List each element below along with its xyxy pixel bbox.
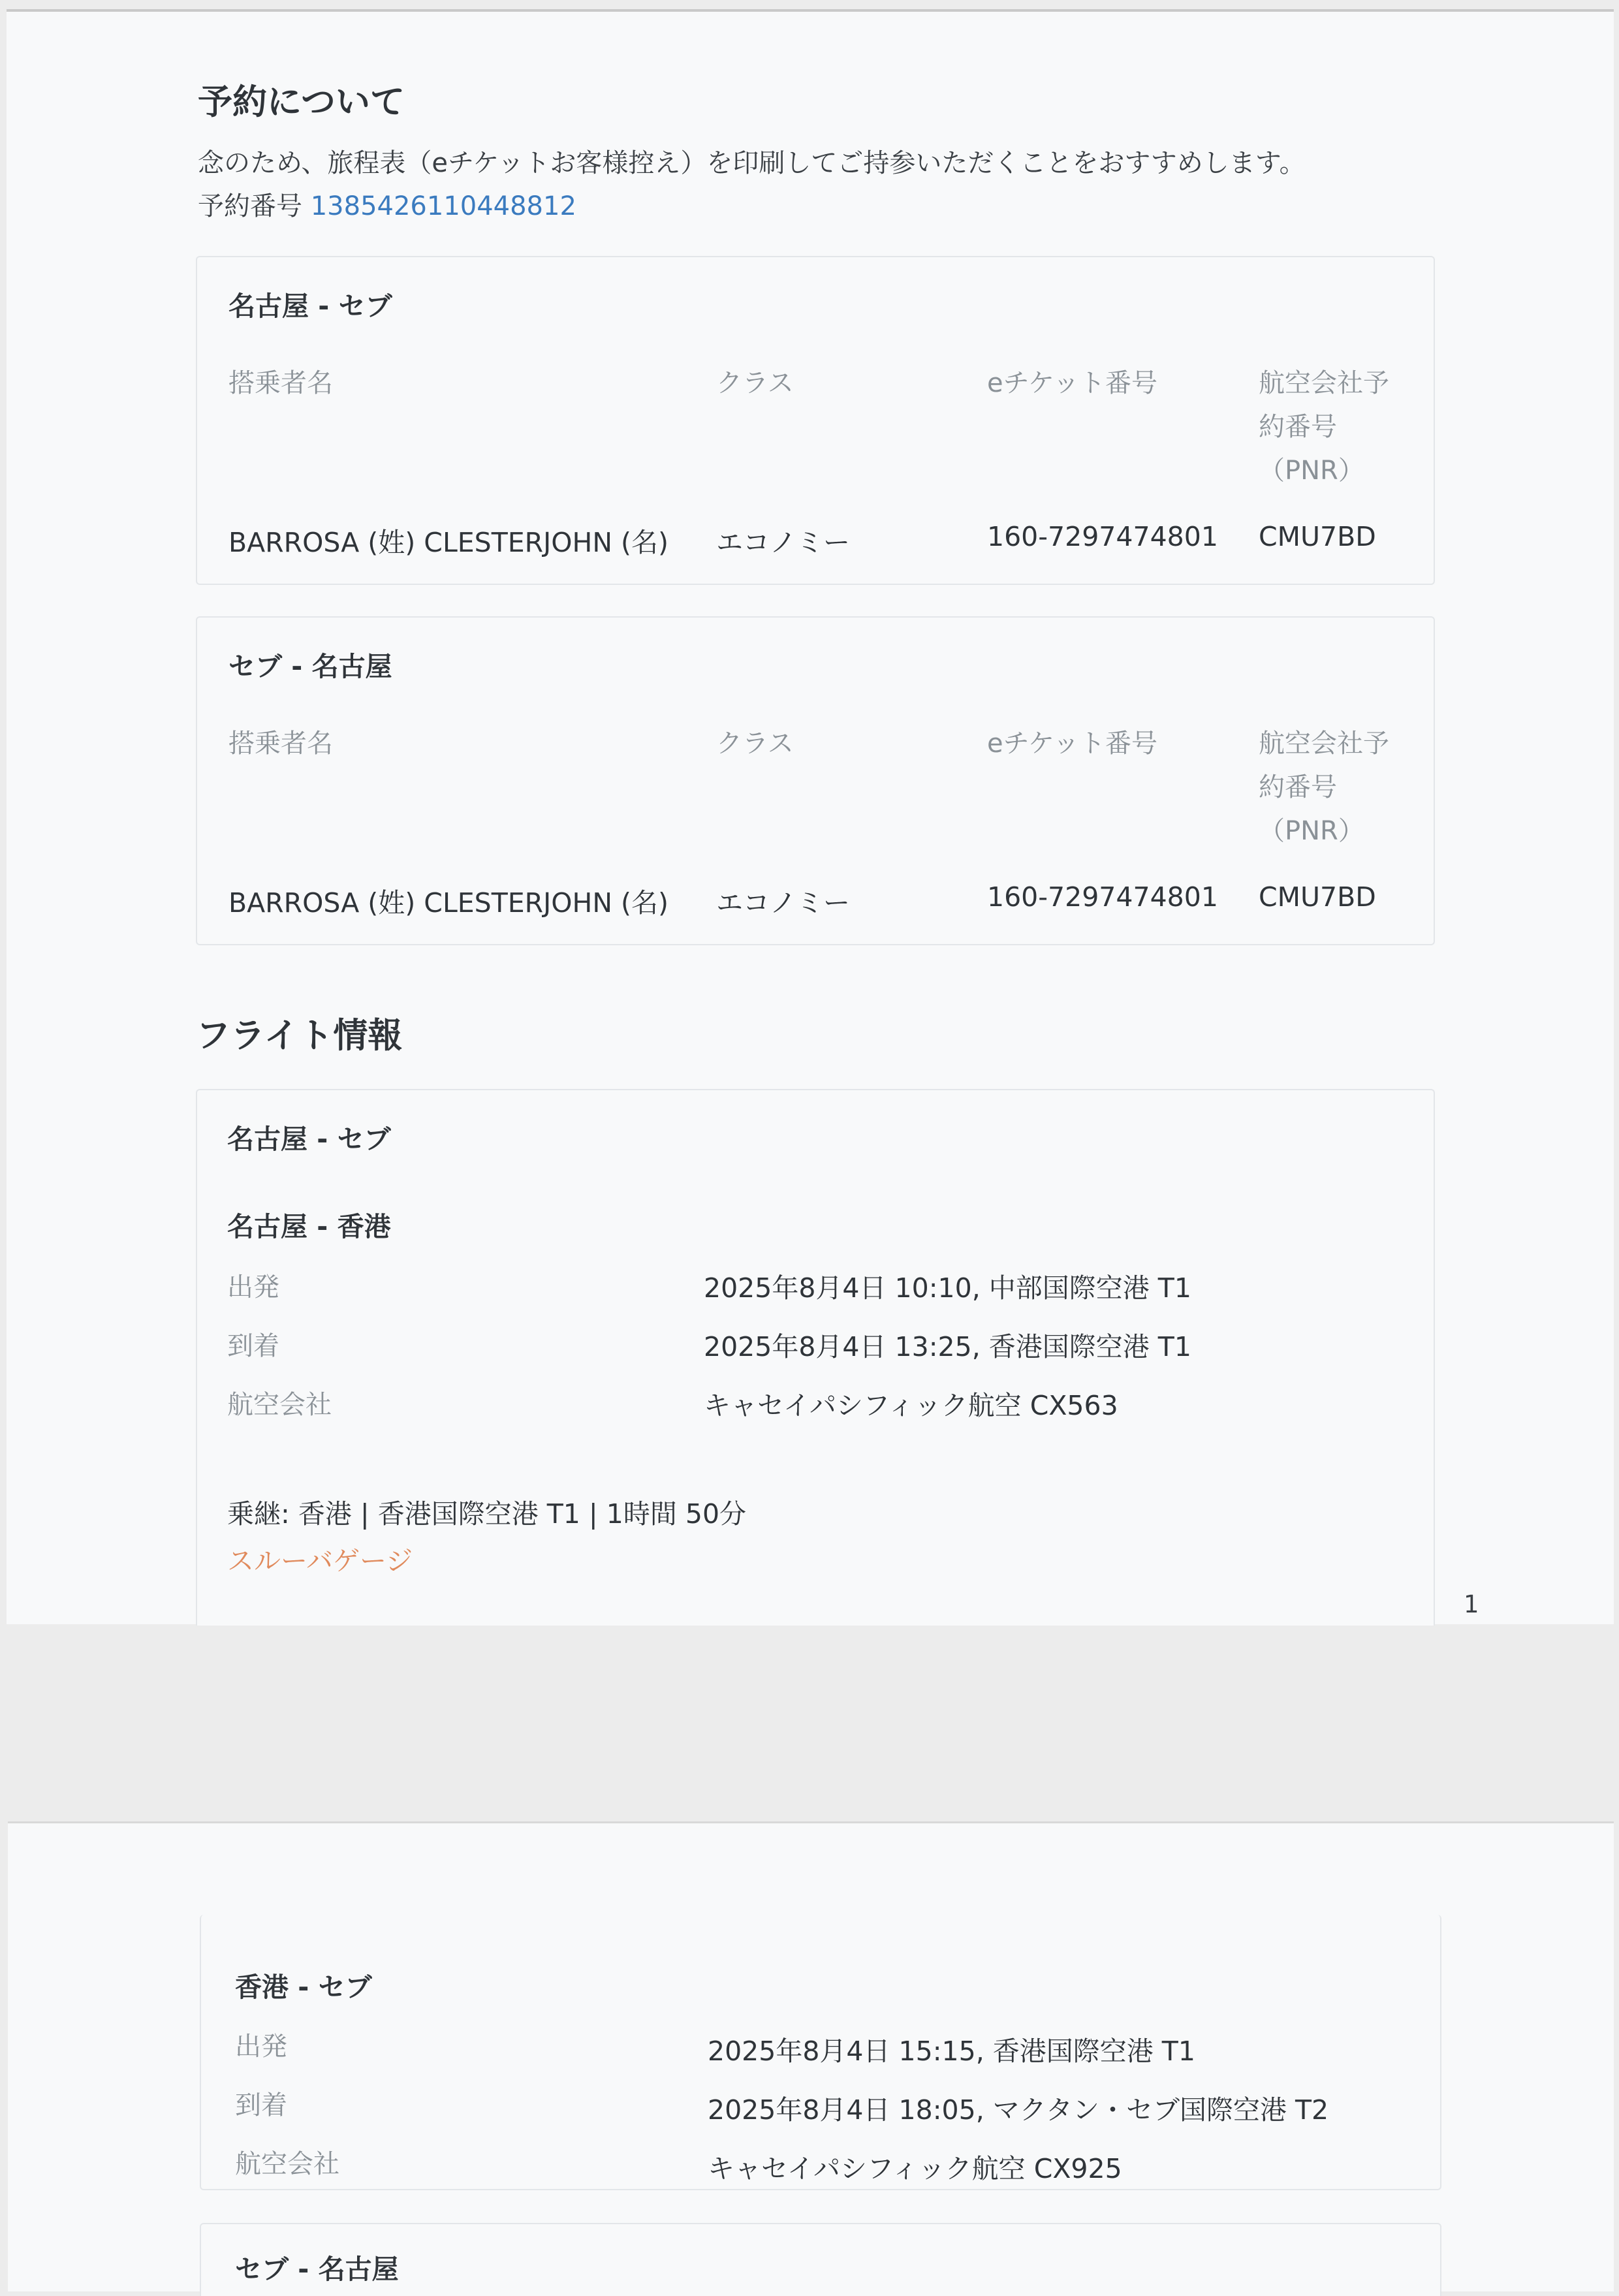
ticket-card-route: 名古屋 - セブ [228, 291, 392, 322]
header-eticket-number: eチケット番号 [987, 368, 1158, 398]
booking-number-line [198, 185, 576, 223]
arrival-label: 到着 [235, 2090, 287, 2120]
pnr-code: CMU7BD [1259, 881, 1376, 913]
segment-route: 香港 - セブ [235, 1972, 372, 2003]
flight-card-route: セブ - 名古屋 [235, 2254, 399, 2285]
eticket-number: 160-7297474801 [987, 881, 1218, 913]
document-page-1 [7, 9, 1614, 1624]
document-page-2 [8, 1821, 1614, 2291]
flight-segment-card-continued [200, 1915, 1441, 2190]
arrival-label: 到着 [227, 1331, 279, 1361]
booking-notice: 念のため、旅程表（eチケットお客様控え）を印刷してご持参いただくことをおすすめします。 [198, 148, 1306, 178]
header-pnr: 航空会社予約番号（PNR） [1259, 368, 1389, 486]
header-pnr: 航空会社予約番号（PNR） [1259, 729, 1389, 846]
departure-label: 出発 [227, 1272, 279, 1302]
flight-card-return [200, 2223, 1441, 2296]
booking-number-link[interactable]: 1385426110448812 [310, 191, 576, 221]
ticket-card-outbound [196, 256, 1435, 585]
flight-card-route: 名古屋 - セブ [227, 1124, 391, 1155]
cabin-class: エコノミー [716, 887, 850, 919]
departure-value: 2025年8月4日 10:10, 中部国際空港 T1 [704, 1272, 1191, 1304]
transfer-info: 乗継: 香港 | 香港国際空港 T1 | 1時間 50分 [227, 1498, 747, 1530]
booking-heading: 予約について [198, 82, 405, 122]
header-class: クラス [716, 729, 794, 759]
passenger-name: BARROSA (姓) CLESTERJOHN (名) [228, 887, 669, 919]
departure-label: 出発 [235, 2032, 287, 2062]
cabin-class: エコノミー [716, 527, 850, 558]
airline-value: キャセイパシフィック航空 CX563 [704, 1390, 1118, 1421]
ticket-card-route: セブ - 名古屋 [228, 651, 392, 682]
pnr-code: CMU7BD [1259, 521, 1376, 552]
airline-value: キャセイパシフィック航空 CX925 [708, 2153, 1122, 2184]
ticket-card-return [196, 616, 1435, 945]
arrival-value: 2025年8月4日 18:05, マクタン・セブ国際空港 T2 [708, 2094, 1329, 2126]
header-passenger-name: 搭乗者名 [228, 729, 333, 759]
eticket-number: 160-7297474801 [987, 521, 1218, 552]
booking-number-label: 予約番号 [198, 191, 302, 221]
arrival-value: 2025年8月4日 13:25, 香港国際空港 T1 [704, 1331, 1191, 1362]
flight-info-heading: フライト情報 [196, 1016, 403, 1056]
header-passenger-name: 搭乗者名 [228, 368, 333, 398]
airline-label: 航空会社 [235, 2149, 339, 2179]
flight-card-outbound [196, 1089, 1435, 1626]
header-eticket-number: eチケット番号 [987, 729, 1158, 759]
airline-label: 航空会社 [227, 1390, 332, 1420]
segment-route: 名古屋 - 香港 [227, 1211, 391, 1242]
passenger-name: BARROSA (姓) CLESTERJOHN (名) [228, 527, 669, 558]
departure-value: 2025年8月4日 15:15, 香港国際空港 T1 [708, 2036, 1195, 2067]
header-class: クラス [716, 368, 794, 398]
page-number: 1 [1464, 1590, 1479, 1618]
through-baggage-note: スルーバゲージ [227, 1545, 413, 1577]
